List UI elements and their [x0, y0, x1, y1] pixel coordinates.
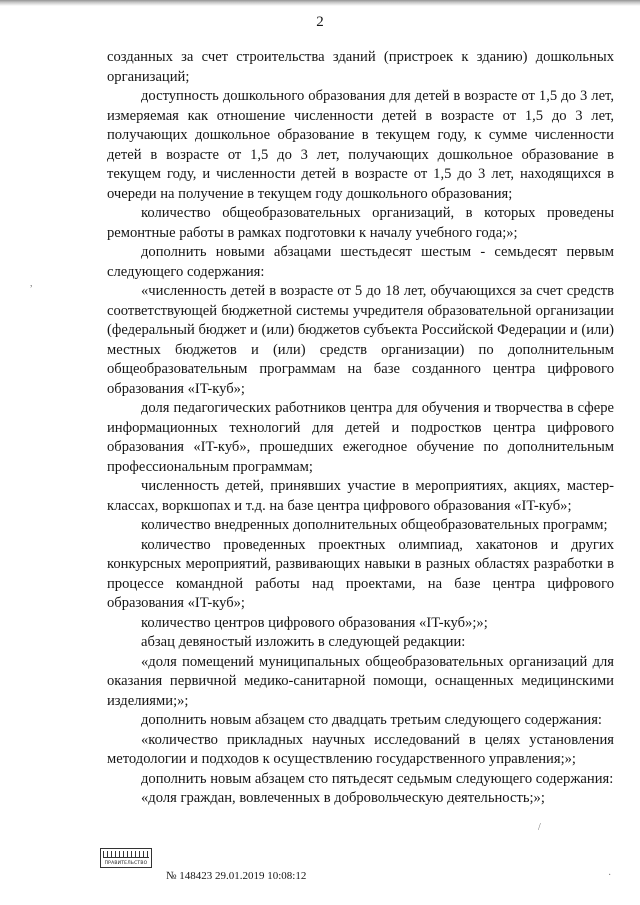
building-stamp-icon: [100, 848, 152, 868]
paragraph: доступность дошкольного образования для детей в возрасте от 1,5 до 3 лет, измеряемая как отношение численности детей в возрасте от 1,5 до 3 лет, получающих дошкольное образование в текущем году, к сумме численности детей в возрасте от 1,5 до 3 лет, получающих дошкольное образование в текущем году, и численности детей в возрасте от 1,5 до 3 лет, находящихся в очереди на получение в текущем году дошкольного образования;: [107, 88, 614, 202]
scan-mark: ,: [30, 278, 33, 289]
scan-top-edge: [0, 0, 640, 6]
paragraph: «доля граждан, вовлеченных в добровольческую деятельность;»;: [141, 790, 545, 806]
stamp-columns: [103, 851, 149, 858]
document-body: [107, 48, 614, 809]
paragraph: количество центров цифрового образования «IT-куб»;»;: [141, 614, 488, 631]
scan-mark: /: [538, 822, 541, 833]
page-number: 2: [316, 14, 324, 30]
paragraph: численность детей, принявших участие в мероприятиях, акциях, мастер-классах, воркшопах и т.д. на базе центра цифрового образования «IT-куб»;: [107, 478, 614, 514]
paragraph: «доля помещений муниципальных общеобразовательных организаций для оказания первичной медико-санитарной помощи, оснащенных медицинскими изделиями;»;: [107, 653, 614, 709]
scan-mark: ·: [608, 870, 612, 881]
paragraph: абзац девяностый изложить в следующей редакции:: [141, 634, 466, 650]
paragraph: количество внедренных дополнительных общеобразовательных программ;: [141, 517, 608, 533]
stamp-caption: ПРАВИТЕЛЬСТВО: [104, 861, 148, 866]
paragraph: «количество прикладных научных исследований в целях установления методологии и подходов к осуществлению государственного управления;»;: [107, 731, 614, 767]
document-id: № 148423 29.01.2019 10:08:12: [166, 870, 307, 882]
paragraph: дополнить новым абзацем сто двадцать третьим следующего содержания:: [141, 712, 602, 728]
paragraph: созданных за счет строительства зданий (пристроек к зданию) дошкольных организаций;: [107, 49, 614, 85]
page-footer: [100, 848, 500, 888]
paragraph: дополнить новыми абзацами шестьдесят шестым - семьдесят первым следующего содержания:: [107, 244, 614, 280]
paragraph: количество проведенных проектных олимпиад, хакатонов и других конкурсных мероприятий, развивающих навыки в разных областях разработки в процессе командной работы над проектами, на базе центра цифрового образования «IT-куб»;: [107, 536, 614, 611]
paragraph: «численность детей в возрасте от 5 до 18 лет, обучающихся за счет средств соответствующей бюджетной системы учредителя образовательной организации (федеральный бюджет и (или) бюджетов субъекта Российской Федерации и (или) местных бюджетов и (или) средств организации) по дополнительным общеобразовательным программам на базе созданного центра цифрового образования «IT-куб»;: [107, 283, 614, 397]
paragraph: доля педагогических работников центра для обучения и творчества в сфере информационных технологий для детей и подростков центра цифрового образования «IT-куб», прошедших ежегодное обучение по дополнительным профессиональным программам;: [107, 400, 614, 475]
paragraph: количество общеобразовательных организаций, в которых проведены ремонтные работы в рамках подготовки к началу учебного года;»;: [107, 205, 614, 241]
paragraph: дополнить новым абзацем сто пятьдесят седьмым следующего содержания:: [141, 770, 614, 787]
